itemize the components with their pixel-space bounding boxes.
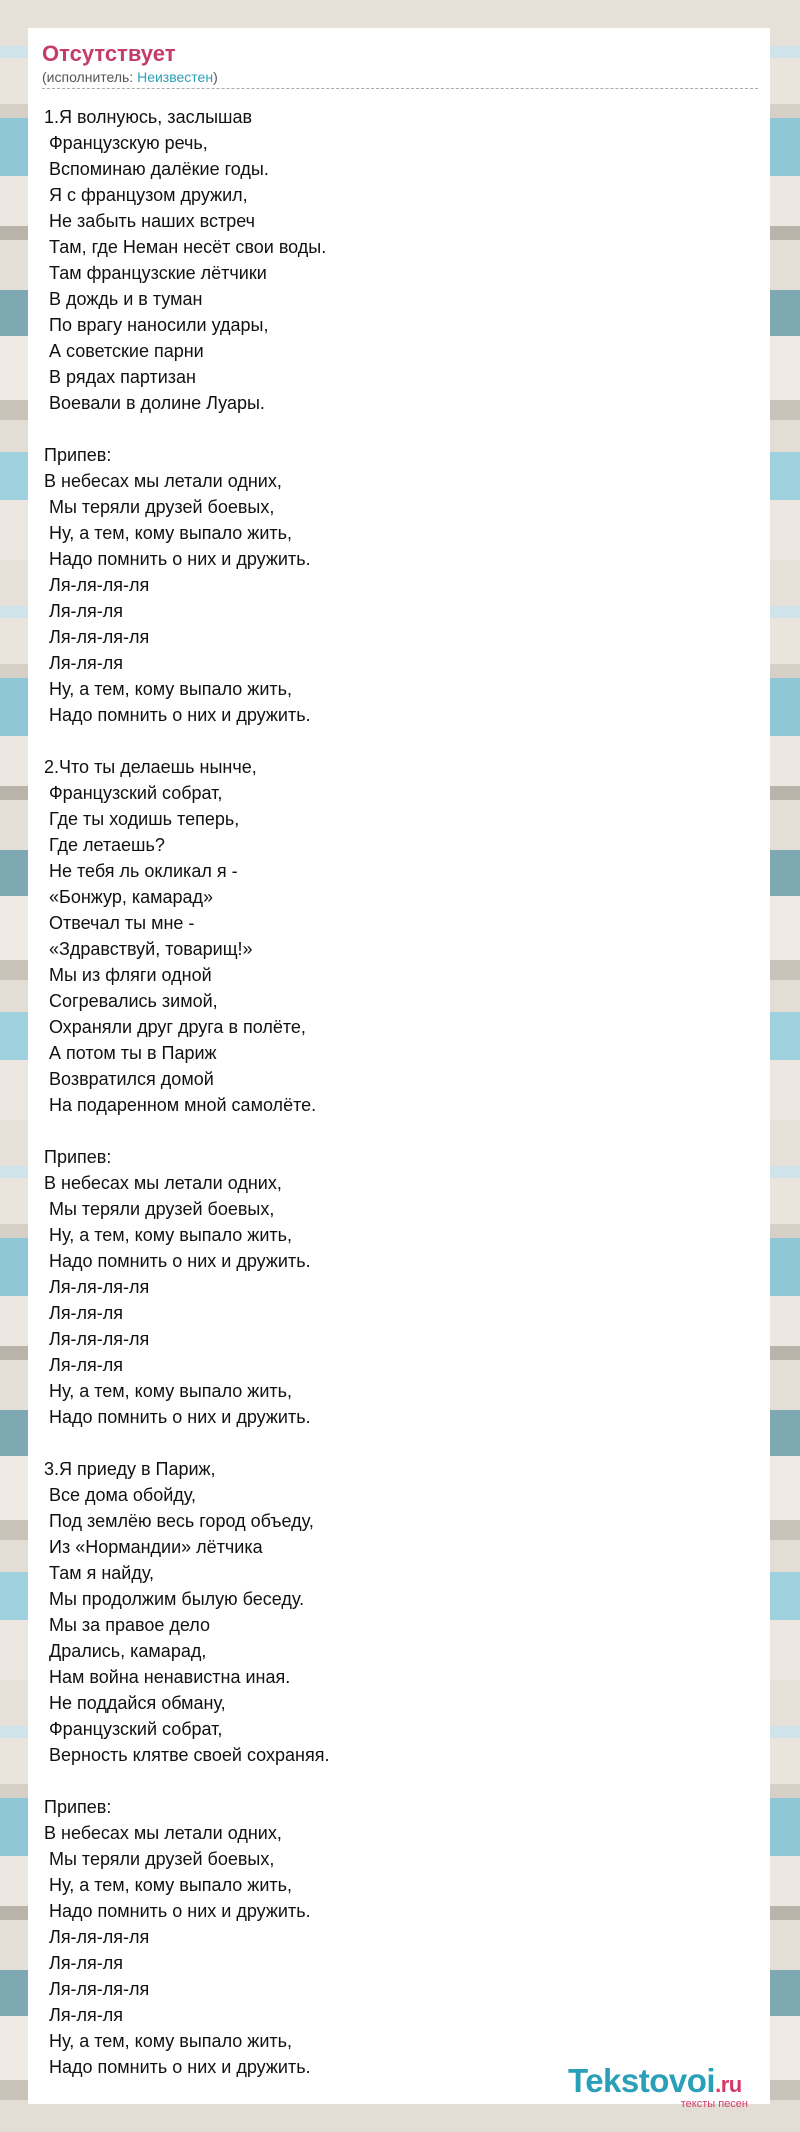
lyric-line: «Здравствуй, товарищ!» bbox=[44, 939, 253, 959]
lyric-line: Надо помнить о них и дружить. bbox=[44, 1251, 311, 1271]
lyric-line bbox=[44, 416, 744, 442]
logo-name: Tekstovoi bbox=[568, 2062, 716, 2099]
lyric-line: Мы продолжим былую беседу. bbox=[44, 1589, 305, 1609]
lyric-line: Ну, а тем, кому выпало жить, bbox=[44, 523, 293, 543]
logo-tagline: тексты песен bbox=[680, 2098, 748, 2110]
lyric-line: Ля-ля-ля bbox=[44, 601, 124, 621]
lyric-line: Отвечал ты мне - bbox=[44, 913, 195, 933]
lyric-line: Ну, а тем, кому выпало жить, bbox=[44, 1875, 293, 1895]
logo-tld: .ru bbox=[715, 2072, 742, 2097]
lyric-line: Ля-ля-ля bbox=[44, 1303, 124, 1323]
lyric-line: 1.Я волнуюсь, заслышав bbox=[44, 107, 253, 127]
lyric-line: По врагу наносили удары, bbox=[44, 315, 269, 335]
lyric-line: Ля-ля-ля-ля bbox=[44, 1277, 150, 1297]
lyric-line: Не поддайся обману, bbox=[44, 1693, 226, 1713]
lyric-line: Ну, а тем, кому выпало жить, bbox=[44, 2031, 293, 2051]
lyric-line: Французскую речь, bbox=[44, 133, 208, 153]
lyric-line: Надо помнить о них и дружить. bbox=[44, 1407, 311, 1427]
lyric-line: Припев: bbox=[44, 1797, 112, 1817]
lyric-line: Из «Нормандии» лётчика bbox=[44, 1537, 263, 1557]
song-header bbox=[42, 40, 758, 89]
lyric-line: Не забыть наших встреч bbox=[44, 211, 255, 231]
lyric-line: Там французские лётчики bbox=[44, 263, 267, 283]
lyric-line: Нам война ненавистна иная. bbox=[44, 1667, 291, 1687]
song-title: Отсутствует bbox=[42, 41, 176, 66]
lyric-line: Там я найду, bbox=[44, 1563, 155, 1583]
lyric-line: Мы теряли друзей боевых, bbox=[44, 1199, 275, 1219]
artist-link[interactable]: Неизвестен bbox=[137, 69, 214, 85]
lyric-line: Ну, а тем, кому выпало жить, bbox=[44, 1381, 293, 1401]
lyric-line: «Бонжур, камарад» bbox=[44, 887, 214, 907]
lyric-line: 3.Я приеду в Париж, bbox=[44, 1459, 216, 1479]
lyric-line: Мы за правое дело bbox=[44, 1615, 210, 1635]
lyric-line: Надо помнить о них и дружить. bbox=[44, 1901, 311, 1921]
lyric-line: Воевали в долине Луары. bbox=[44, 393, 265, 413]
lyric-line: Ля-ля-ля-ля bbox=[44, 1329, 150, 1349]
lyric-line: Где летаешь? bbox=[44, 835, 165, 855]
lyric-line: Вспоминаю далёкие годы. bbox=[44, 159, 269, 179]
site-logo[interactable] bbox=[568, 2064, 768, 2110]
lyric-line: Ля-ля-ля bbox=[44, 1953, 124, 1973]
lyric-line: Где ты ходишь теперь, bbox=[44, 809, 240, 829]
song-subtitle bbox=[42, 68, 758, 89]
lyric-line: Надо помнить о них и дружить. bbox=[44, 549, 311, 569]
lyric-line: В небесах мы летали одних, bbox=[44, 1823, 282, 1843]
lyric-line: В небесах мы летали одних, bbox=[44, 1173, 282, 1193]
lyric-line bbox=[44, 728, 744, 754]
lyric-line: Дрались, камарад, bbox=[44, 1641, 207, 1661]
lyric-line: Ля-ля-ля-ля bbox=[44, 1927, 150, 1947]
lyric-line: Ля-ля-ля bbox=[44, 2005, 124, 2025]
lyric-line: Ну, а тем, кому выпало жить, bbox=[44, 1225, 293, 1245]
lyric-line: Не тебя ль окликал я - bbox=[44, 861, 238, 881]
lyric-line: Ну, а тем, кому выпало жить, bbox=[44, 679, 293, 699]
lyric-line: Надо помнить о них и дружить. bbox=[44, 2057, 311, 2077]
subtitle-suffix: ) bbox=[213, 69, 218, 85]
lyric-line: Надо помнить о них и дружить. bbox=[44, 705, 311, 725]
lyric-line: Возвратился домой bbox=[44, 1069, 214, 1089]
lyric-line bbox=[44, 1118, 744, 1144]
lyrics-text bbox=[44, 104, 744, 2080]
lyric-line: А советские парни bbox=[44, 341, 204, 361]
lyric-line: Охраняли друг друга в полёте, bbox=[44, 1017, 306, 1037]
lyric-line: Ля-ля-ля-ля bbox=[44, 1979, 150, 1999]
lyric-line: Французский собрат, bbox=[44, 1719, 223, 1739]
lyric-line: Ля-ля-ля bbox=[44, 653, 124, 673]
lyric-line: Припев: bbox=[44, 1147, 112, 1167]
lyric-line: Французский собрат, bbox=[44, 783, 223, 803]
lyric-line: Мы теряли друзей боевых, bbox=[44, 497, 275, 517]
lyric-line: Я с французом дружил, bbox=[44, 185, 248, 205]
lyric-line: Припев: bbox=[44, 445, 112, 465]
lyric-line: Ля-ля-ля bbox=[44, 1355, 124, 1375]
lyric-line: Верность клятве своей сохраняя. bbox=[44, 1745, 330, 1765]
lyric-line bbox=[44, 1768, 744, 1794]
lyric-line: Там, где Неман несёт свои воды. bbox=[44, 237, 327, 257]
lyric-line: 2.Что ты делаешь нынче, bbox=[44, 757, 257, 777]
logo-wordmark bbox=[568, 2064, 768, 2102]
lyric-line: Под землёю весь город объеду, bbox=[44, 1511, 314, 1531]
lyric-line: В рядах партизан bbox=[44, 367, 196, 387]
lyric-line: А потом ты в Париж bbox=[44, 1043, 217, 1063]
subtitle-prefix: (исполнитель: bbox=[42, 69, 138, 85]
lyric-line: В дождь и в туман bbox=[44, 289, 203, 309]
lyric-line: На подаренном мной самолёте. bbox=[44, 1095, 317, 1115]
lyric-line bbox=[44, 1430, 744, 1456]
lyric-line: Согревались зимой, bbox=[44, 991, 218, 1011]
lyric-line: Ля-ля-ля-ля bbox=[44, 575, 150, 595]
lyric-line: Все дома обойду, bbox=[44, 1485, 197, 1505]
lyric-line: Мы из фляги одной bbox=[44, 965, 212, 985]
lyric-line: В небесах мы летали одних, bbox=[44, 471, 282, 491]
lyric-line: Мы теряли друзей боевых, bbox=[44, 1849, 275, 1869]
lyric-line: Ля-ля-ля-ля bbox=[44, 627, 150, 647]
